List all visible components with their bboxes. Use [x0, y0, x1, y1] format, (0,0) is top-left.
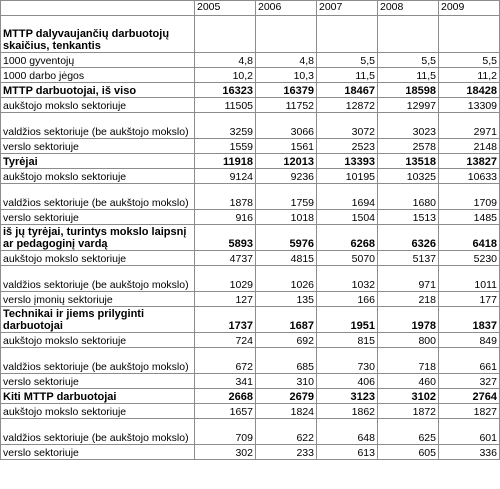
- value-cell: 10633: [439, 169, 500, 184]
- value-cell: 1759: [256, 184, 317, 210]
- row-label: verslo sektoriuje: [1, 374, 195, 389]
- value-cell: 3123: [317, 389, 378, 404]
- value-cell: 4815: [256, 251, 317, 266]
- year-header: 2006: [256, 1, 317, 16]
- table-row: [1, 348, 500, 374]
- value-cell: 2578: [378, 139, 439, 154]
- row-label: verslo įmonių sektoriuje: [1, 292, 195, 307]
- value-cell: [439, 16, 500, 53]
- value-cell: 672: [195, 348, 256, 374]
- table-row: [1, 154, 500, 169]
- value-cell: 11,2: [439, 68, 500, 83]
- value-cell: 2523: [317, 139, 378, 154]
- year-header: 2005: [195, 1, 256, 16]
- row-label: aukštojo mokslo sektoriuje: [1, 169, 195, 184]
- table-row: [1, 16, 500, 53]
- value-cell: 9124: [195, 169, 256, 184]
- value-cell: 10325: [378, 169, 439, 184]
- table-row: [1, 83, 500, 98]
- value-cell: [256, 16, 317, 53]
- value-cell: 1827: [439, 404, 500, 419]
- table-row: [1, 251, 500, 266]
- table-row: [1, 333, 500, 348]
- value-cell: 1657: [195, 404, 256, 419]
- header-label-cell: [1, 1, 195, 16]
- row-label: valdžios sektoriuje (be aukštojo mokslo): [1, 113, 195, 139]
- value-cell: 692: [256, 333, 317, 348]
- value-cell: 730: [317, 348, 378, 374]
- value-cell: 3259: [195, 113, 256, 139]
- value-cell: 406: [317, 374, 378, 389]
- value-cell: 460: [378, 374, 439, 389]
- table-body: [1, 16, 500, 460]
- value-cell: 1687: [256, 307, 317, 333]
- value-cell: 11918: [195, 154, 256, 169]
- value-cell: 166: [317, 292, 378, 307]
- value-cell: 661: [439, 348, 500, 374]
- table-row: [1, 445, 500, 460]
- value-cell: 5,5: [317, 53, 378, 68]
- row-label: 1000 gyventojų: [1, 53, 195, 68]
- row-label: verslo sektoriuje: [1, 445, 195, 460]
- row-label: verslo sektoriuje: [1, 139, 195, 154]
- value-cell: 5070: [317, 251, 378, 266]
- value-cell: 916: [195, 210, 256, 225]
- header-row: [1, 1, 500, 16]
- value-cell: 2971: [439, 113, 500, 139]
- value-cell: 685: [256, 348, 317, 374]
- value-cell: 648: [317, 419, 378, 445]
- value-cell: 1872: [378, 404, 439, 419]
- value-cell: 341: [195, 374, 256, 389]
- table-row: [1, 98, 500, 113]
- row-label: aukštojo mokslo sektoriuje: [1, 251, 195, 266]
- row-label: valdžios sektoriuje (be aukštojo mokslo): [1, 348, 195, 374]
- value-cell: 1029: [195, 266, 256, 292]
- value-cell: 971: [378, 266, 439, 292]
- value-cell: 622: [256, 419, 317, 445]
- table-row: [1, 307, 500, 333]
- table-row: [1, 419, 500, 445]
- value-cell: 1978: [378, 307, 439, 333]
- year-header: 2007: [317, 1, 378, 16]
- value-cell: 3102: [378, 389, 439, 404]
- value-cell: 16323: [195, 83, 256, 98]
- table-row: [1, 389, 500, 404]
- value-cell: 135: [256, 292, 317, 307]
- value-cell: 13518: [378, 154, 439, 169]
- value-cell: 4,8: [195, 53, 256, 68]
- value-cell: 1878: [195, 184, 256, 210]
- year-header: 2009: [439, 1, 500, 16]
- value-cell: 601: [439, 419, 500, 445]
- value-cell: 625: [378, 419, 439, 445]
- value-cell: 218: [378, 292, 439, 307]
- value-cell: 10,3: [256, 68, 317, 83]
- value-cell: 18467: [317, 83, 378, 98]
- value-cell: 11,5: [317, 68, 378, 83]
- value-cell: 1559: [195, 139, 256, 154]
- value-cell: 327: [439, 374, 500, 389]
- table-row: [1, 184, 500, 210]
- value-cell: 1951: [317, 307, 378, 333]
- value-cell: 5137: [378, 251, 439, 266]
- value-cell: [195, 16, 256, 53]
- table-row: [1, 68, 500, 83]
- value-cell: 3023: [378, 113, 439, 139]
- table-row: [1, 139, 500, 154]
- value-cell: 18428: [439, 83, 500, 98]
- row-label: MTTP dalyvaujančių darbuotojų skaičius, tenkantis: [1, 16, 195, 53]
- value-cell: 5230: [439, 251, 500, 266]
- value-cell: 613: [317, 445, 378, 460]
- value-cell: 13393: [317, 154, 378, 169]
- row-label: verslo sektoriuje: [1, 210, 195, 225]
- table-row: [1, 210, 500, 225]
- value-cell: 1694: [317, 184, 378, 210]
- value-cell: 3072: [317, 113, 378, 139]
- value-cell: 800: [378, 333, 439, 348]
- value-cell: 10,2: [195, 68, 256, 83]
- value-cell: 310: [256, 374, 317, 389]
- value-cell: 3066: [256, 113, 317, 139]
- value-cell: 6326: [378, 225, 439, 251]
- value-cell: 1011: [439, 266, 500, 292]
- value-cell: 2668: [195, 389, 256, 404]
- value-cell: 9236: [256, 169, 317, 184]
- value-cell: 127: [195, 292, 256, 307]
- value-cell: 1737: [195, 307, 256, 333]
- value-cell: 1485: [439, 210, 500, 225]
- row-label: valdžios sektoriuje (be aukštojo mokslo): [1, 419, 195, 445]
- value-cell: 5976: [256, 225, 317, 251]
- table-row: [1, 225, 500, 251]
- value-cell: 1504: [317, 210, 378, 225]
- table-row: [1, 374, 500, 389]
- value-cell: 2679: [256, 389, 317, 404]
- value-cell: 11752: [256, 98, 317, 113]
- value-cell: 302: [195, 445, 256, 460]
- value-cell: 6268: [317, 225, 378, 251]
- value-cell: 12997: [378, 98, 439, 113]
- table-row: [1, 169, 500, 184]
- value-cell: 1561: [256, 139, 317, 154]
- value-cell: 1018: [256, 210, 317, 225]
- value-cell: 1513: [378, 210, 439, 225]
- value-cell: 5,5: [378, 53, 439, 68]
- value-cell: 233: [256, 445, 317, 460]
- value-cell: 10195: [317, 169, 378, 184]
- table-row: [1, 113, 500, 139]
- value-cell: 849: [439, 333, 500, 348]
- row-label: aukštojo mokslo sektoriuje: [1, 98, 195, 113]
- value-cell: 1862: [317, 404, 378, 419]
- value-cell: 1026: [256, 266, 317, 292]
- row-label: Technikai ir jiems prilyginti darbuotojai: [1, 307, 195, 333]
- row-label: MTTP darbuotojai, iš viso: [1, 83, 195, 98]
- value-cell: 12872: [317, 98, 378, 113]
- row-label: iš jų tyrėjai, turintys mokslo laipsnį ar pedagoginį vardą: [1, 225, 195, 251]
- value-cell: 13827: [439, 154, 500, 169]
- value-cell: [317, 16, 378, 53]
- value-cell: 4737: [195, 251, 256, 266]
- table-row: [1, 292, 500, 307]
- value-cell: 605: [378, 445, 439, 460]
- value-cell: 16379: [256, 83, 317, 98]
- value-cell: 1709: [439, 184, 500, 210]
- value-cell: 1837: [439, 307, 500, 333]
- table-row: [1, 266, 500, 292]
- value-cell: 4,8: [256, 53, 317, 68]
- value-cell: 6418: [439, 225, 500, 251]
- value-cell: 177: [439, 292, 500, 307]
- row-label: valdžios sektoriuje (be aukštojo mokslo): [1, 184, 195, 210]
- value-cell: 5893: [195, 225, 256, 251]
- row-label: Tyrėjai: [1, 154, 195, 169]
- value-cell: 12013: [256, 154, 317, 169]
- value-cell: 718: [378, 348, 439, 374]
- value-cell: 709: [195, 419, 256, 445]
- value-cell: 11505: [195, 98, 256, 113]
- value-cell: 1032: [317, 266, 378, 292]
- row-label: 1000 darbo jėgos: [1, 68, 195, 83]
- table-row: [1, 53, 500, 68]
- value-cell: [378, 16, 439, 53]
- value-cell: 5,5: [439, 53, 500, 68]
- row-label: valdžios sektoriuje (be aukštojo mokslo): [1, 266, 195, 292]
- value-cell: 1680: [378, 184, 439, 210]
- year-header: 2008: [378, 1, 439, 16]
- value-cell: 336: [439, 445, 500, 460]
- value-cell: 724: [195, 333, 256, 348]
- value-cell: 13309: [439, 98, 500, 113]
- value-cell: 11,5: [378, 68, 439, 83]
- value-cell: 2148: [439, 139, 500, 154]
- value-cell: 815: [317, 333, 378, 348]
- value-cell: 1824: [256, 404, 317, 419]
- table-row: [1, 404, 500, 419]
- row-label: aukštojo mokslo sektoriuje: [1, 333, 195, 348]
- value-cell: 18598: [378, 83, 439, 98]
- row-label: Kiti MTTP darbuotojai: [1, 389, 195, 404]
- row-label: aukštojo mokslo sektoriuje: [1, 404, 195, 419]
- value-cell: 2764: [439, 389, 500, 404]
